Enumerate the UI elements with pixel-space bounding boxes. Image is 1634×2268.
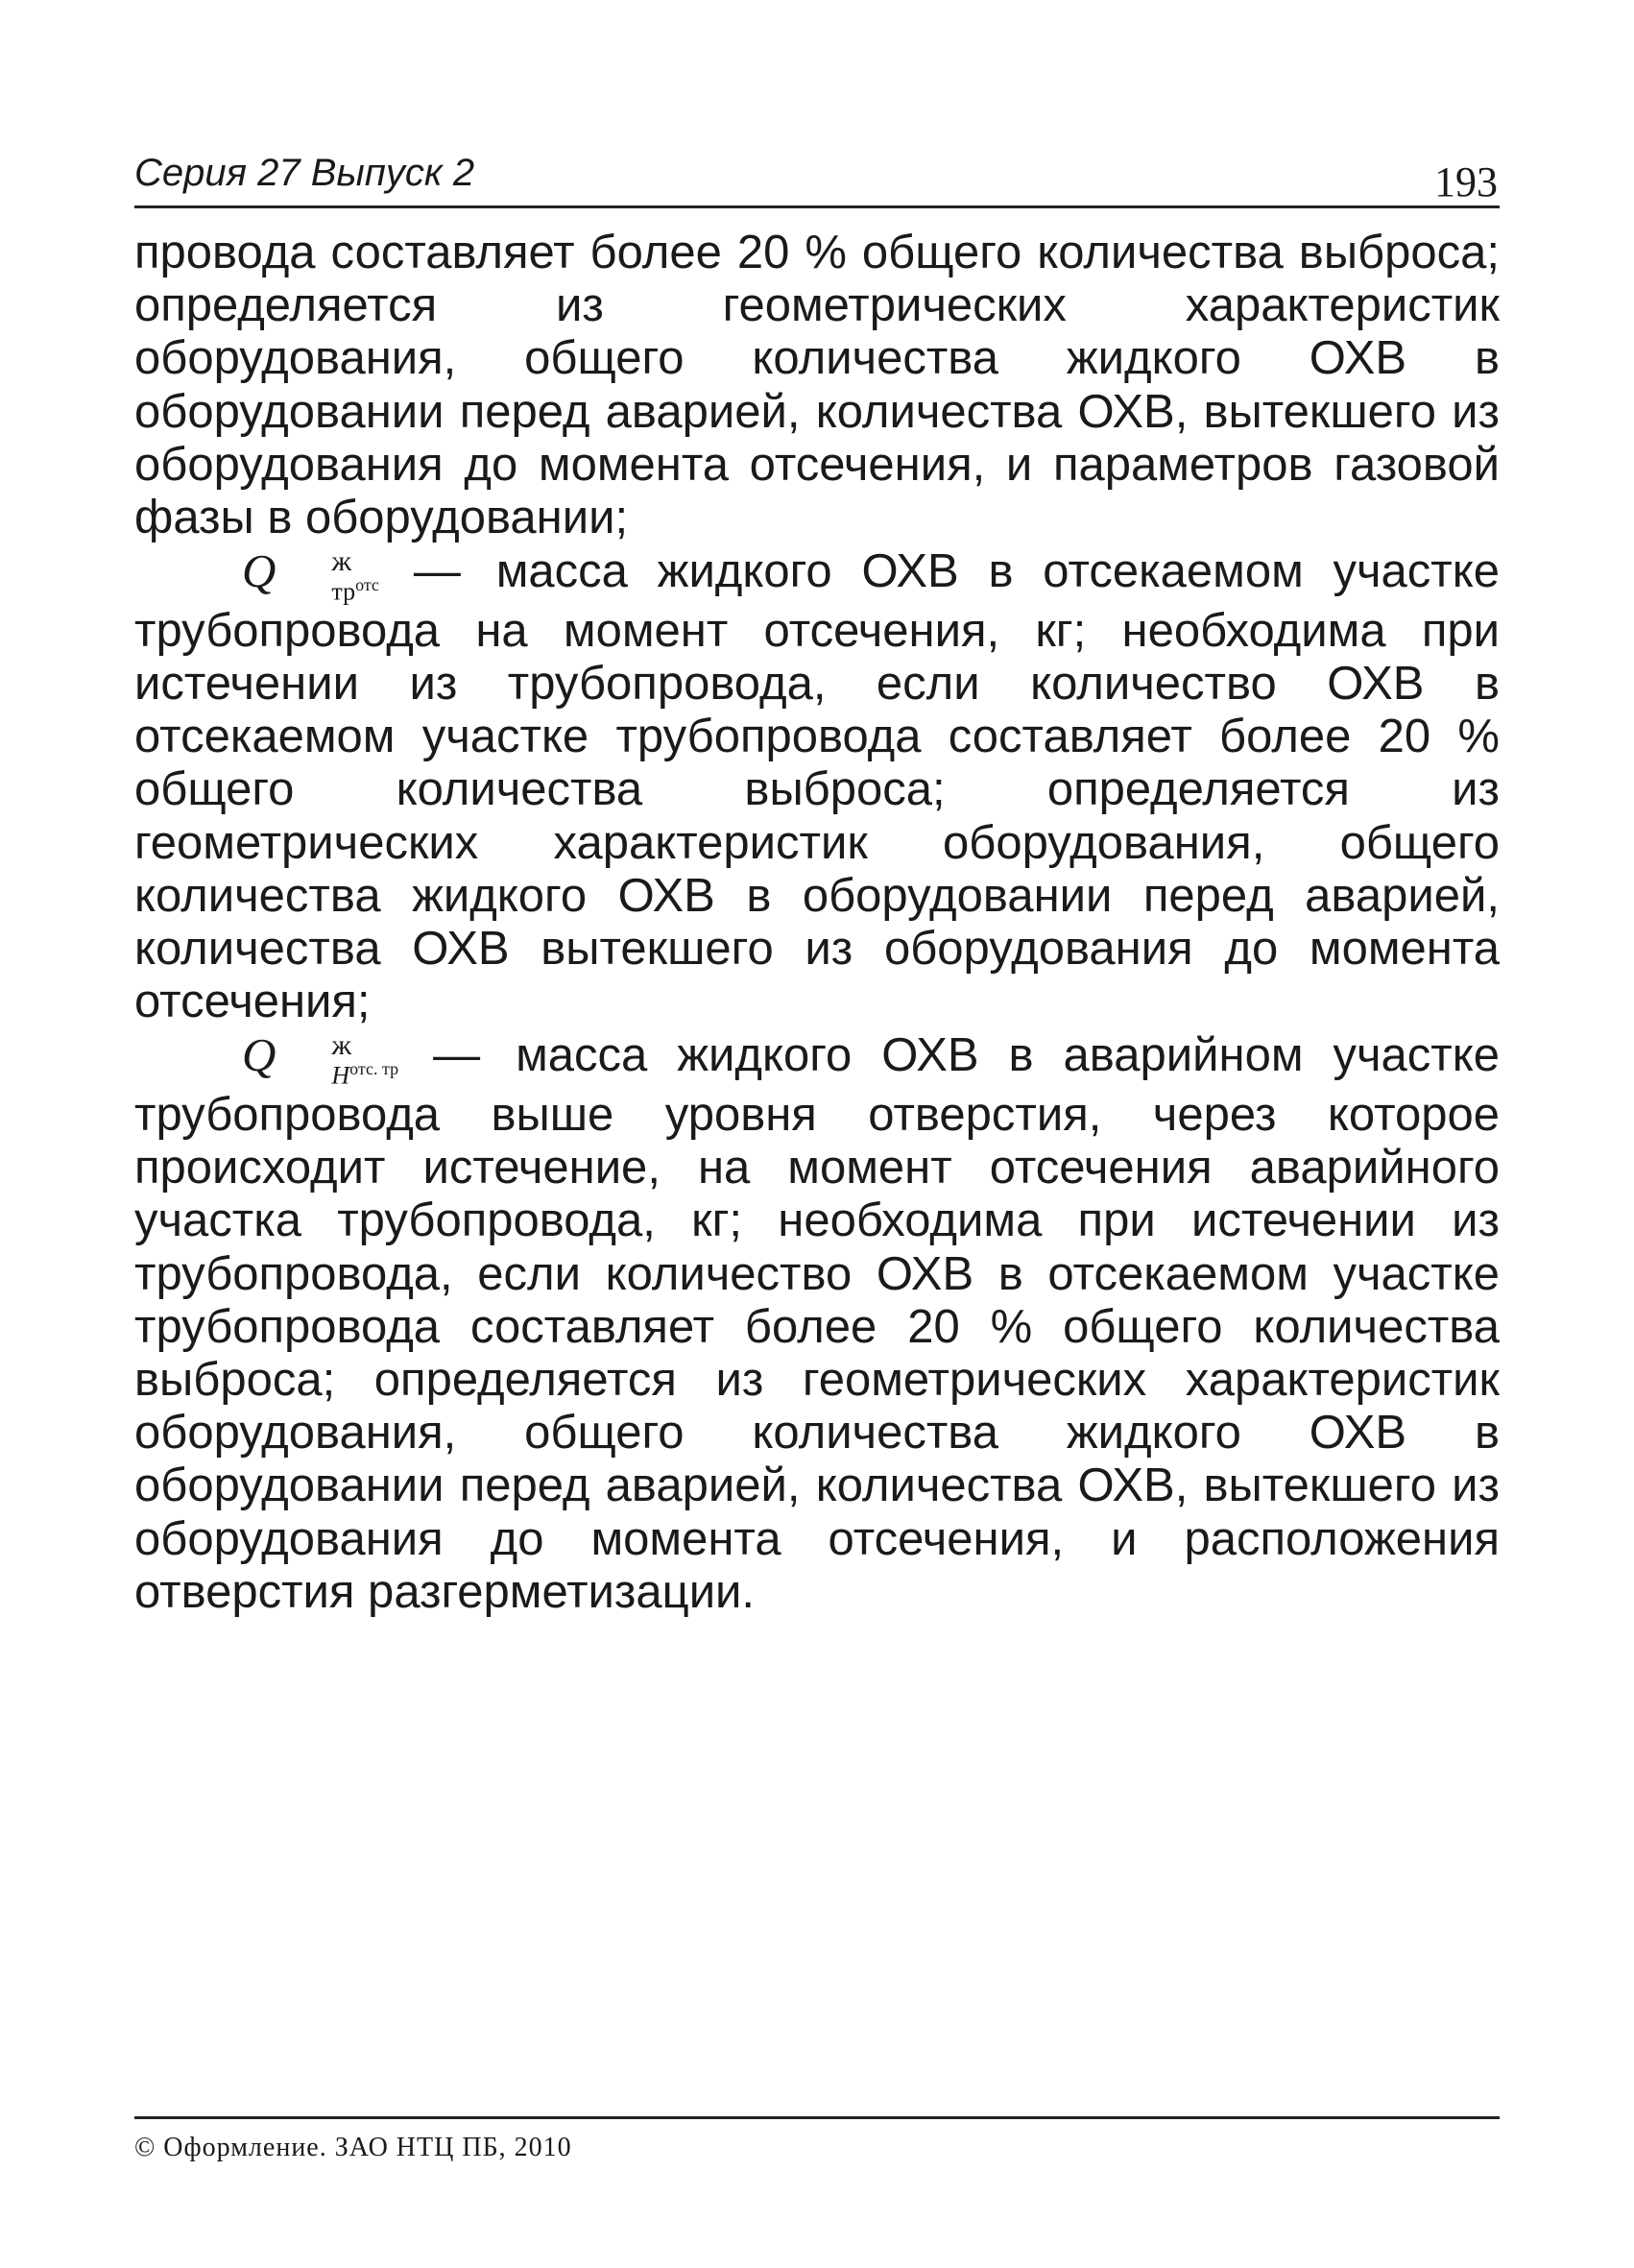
symbol-q-h-ots-tr [188, 1028, 406, 1089]
copyright-notice: © Оформление. ЗАО НТЦ ПБ, 2010 [134, 2133, 572, 2162]
running-title: Серия 27 Выпуск 2 [134, 152, 475, 194]
body-text [134, 227, 1500, 1619]
definition-q-h-ots-tr [134, 1028, 1500, 1619]
page-number: 193 [1434, 158, 1498, 205]
symbol-superscript: ж [331, 545, 352, 578]
symbol-subscript: тр [331, 577, 356, 606]
symbol-q-tr-ots [188, 544, 387, 605]
page-footer [134, 2116, 1500, 2163]
page-header [134, 144, 1500, 208]
symbol-sub-superscript: отс [355, 575, 379, 595]
symbol-subscript: H [331, 1062, 350, 1090]
symbol-sub-superscript: отс. тр [349, 1059, 399, 1079]
symbol-base: Q [242, 544, 276, 598]
paragraph-continuation: провода составляет более 20 % общего количества выброса; определяется из геометрических характеристик оборудования, общего количества жидкого ОХВ в оборудовании перед аварией, количества ОХВ, вытекшего из оборудования до момента отсечения, и параметров газовой фазы в оборудовании; [134, 227, 1500, 544]
definition-text: масса жидкого ОХВ в отсекаемом участке трубопровода на момент отсечения, кг; необходима при истечении из трубопровода, если количество ОХВ в отсекаемом участке трубопровода составляет более 20 % общего количества выброса; определяется из геометрических характеристик оборудования, общего количества жидкого ОХВ в оборудовании перед аварией, количества ОХВ вытекшего из оборудования до момента отсечения; [134, 545, 1500, 1028]
symbol-base: Q [242, 1028, 276, 1082]
definition-q-tr-ots [134, 544, 1500, 1028]
definition-dash: — [413, 545, 461, 598]
definition-text: масса жидкого ОХВ в аварийном участке трубопровода выше уровня отверстия, через которое происходит истечение, на момент отсечения аварийного участка трубопровода, кг; необходима при истечении из трубопровода, если количество ОХВ в отсекаемом участке трубопровода составляет более 20 % общего количества выброса; определяется из геометрических характеристик оборудования, общего количества жидкого ОХВ в оборудовании перед аварией, количества ОХВ, вытекшего из оборудования до момента отсечения, и расположения отверстия разгерметизации. [134, 1029, 1500, 1618]
symbol-superscript: ж [331, 1029, 352, 1062]
definition-dash: — [433, 1029, 481, 1082]
